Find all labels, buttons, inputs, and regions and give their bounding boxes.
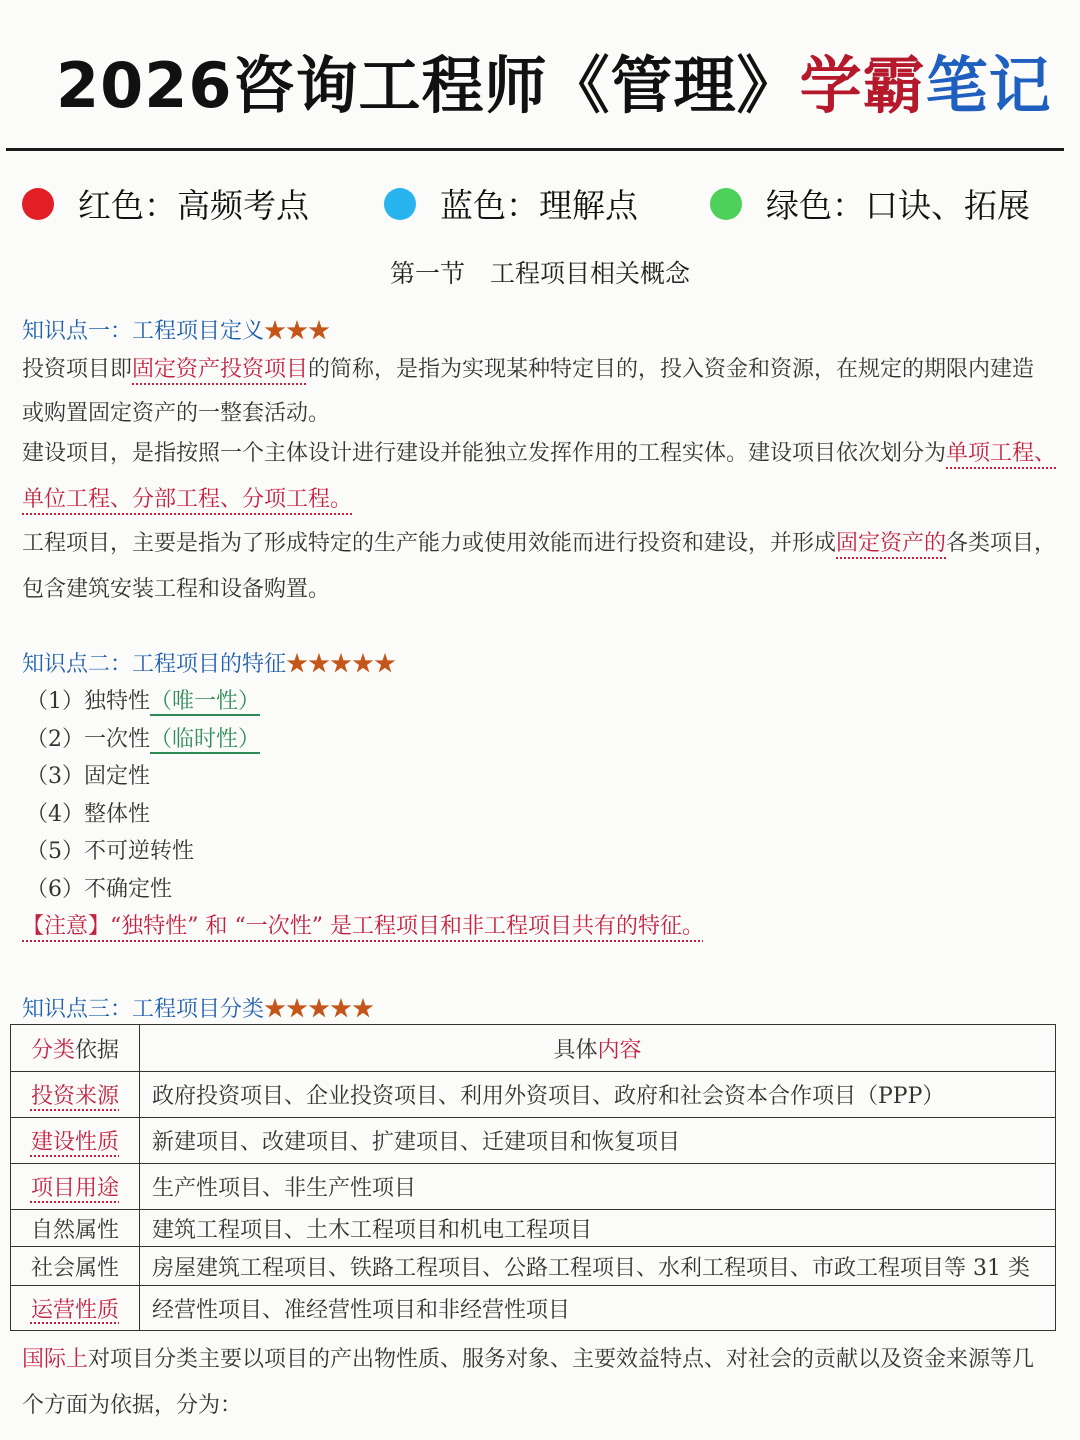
title-main: 2026咨询工程师《管理》 (56, 49, 800, 122)
header-content: 具体内容 (140, 1025, 1056, 1072)
kp2-note: 【注意】“独特性” 和 “一次性” 是工程项目和非工程项目共有的特征。 (22, 914, 704, 939)
intl-para-line1: 国际上对项目分类主要以项目的产出物性质、服务对象、主要效益特点、对社会的贡献以及资金来源等几 (22, 1347, 1035, 1372)
legend-green-label: 绿色：口诀、拓展 (766, 186, 1030, 225)
table-row: 投资来源 政府投资项目、企业投资项目、利用外资项目、政府和社会资本合作项目（PPP） (11, 1072, 1056, 1118)
kp1-stars-icon: ★★★ (264, 319, 331, 344)
intl-para-line2: 个方面为依据，分为： (22, 1393, 243, 1418)
table-row: 自然属性 建筑工程项目、土木工程项目和机电工程项目 (11, 1210, 1056, 1247)
kp1-para3-line2: 包含建筑安装工程和设备购置。 (22, 577, 331, 602)
table-header-row (11, 1025, 1056, 1072)
legend-red (22, 180, 309, 227)
title-highlight-red: 学霸 (799, 49, 926, 122)
kp1-para2-line1: 建设项目，是指按照一个主体设计进行建设并能独立发挥作用的工程实体。建设项目依次划分为单项工程、 (22, 441, 1057, 466)
kp2-item-1: （1）独特性（唯一性） (26, 689, 261, 714)
classification-table (10, 1024, 1056, 1331)
page-title (56, 36, 1052, 125)
kp2-item-6: （6）不确定性 (26, 877, 172, 902)
legend-red-label: 红色：高频考点 (78, 186, 309, 225)
kp1-para1-line1: 投资项目即固定资产投资项目的简称，是指为实现某种特定目的，投入资金和资源，在规定的期限内建造 (22, 357, 1035, 382)
kp1-para2-line2: 单位工程、分部工程、分项工程。 (22, 487, 353, 512)
kp1-heading: 知识点一：工程项目定义★★★ (22, 319, 331, 344)
table-row: 社会属性 房屋建筑工程项目、铁路工程项目、公路工程项目、水利工程项目、市政工程项目等 31 类 (11, 1247, 1056, 1286)
section-title: 第一节 工程项目相关概念 (389, 259, 690, 288)
legend-blue (384, 180, 638, 227)
title-divider (6, 148, 1064, 151)
kp1-para1-line2: 或购置固定资产的一整套活动。 (22, 401, 331, 426)
kp3-heading: 知识点三：工程项目分类★★★★★ (22, 997, 375, 1022)
kp2-item-4: （4）整体性 (26, 802, 150, 827)
kp1-para3-line1: 工程项目，主要是指为了形成特定的生产能力或使用效能而进行投资和建设，并形成固定资产的各类项目， (22, 531, 1057, 556)
kp2-stars-icon: ★★★★★ (286, 652, 397, 677)
legend-green (710, 180, 1030, 227)
kp2-item-2: （2）一次性（临时性） (26, 727, 261, 752)
title-highlight-blue: 笔记 (925, 49, 1052, 122)
green-dot-icon (710, 188, 742, 220)
table-row: 运营性质 经营性项目、准经营性项目和非经营性项目 (11, 1286, 1056, 1331)
blue-dot-icon (384, 188, 416, 220)
table-row: 项目用途 生产性项目、非生产性项目 (11, 1164, 1056, 1210)
kp2-heading: 知识点二：工程项目的特征★★★★★ (22, 652, 397, 677)
kp3-stars-icon: ★★★★★ (264, 997, 375, 1022)
legend-blue-label: 蓝色：理解点 (440, 186, 638, 225)
kp2-item-5: （5）不可逆转性 (26, 839, 194, 864)
kp2-item-3: （3）固定性 (26, 764, 150, 789)
table-row: 建设性质 新建项目、改建项目、扩建项目、迁建项目和恢复项目 (11, 1118, 1056, 1164)
header-basis: 分类依据 (11, 1025, 140, 1072)
red-dot-icon (22, 188, 54, 220)
